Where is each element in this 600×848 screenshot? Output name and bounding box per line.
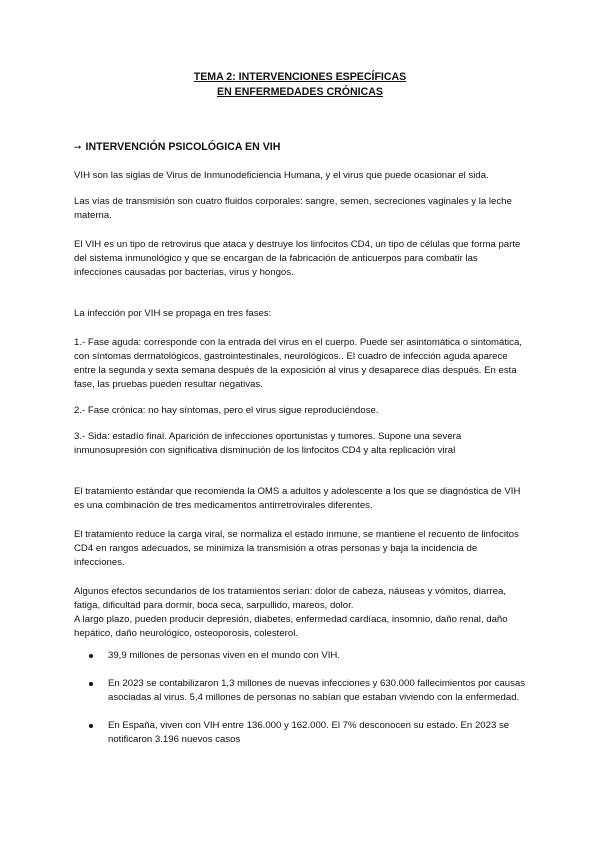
paragraph-transmission: Las vías de transmisión son cuatro fluidos corporales: sangre, semen, secreciones vaginales y la leche materna. (74, 196, 512, 221)
title-line-1: TEMA 2: INTERVENCIONES ESPECÍFICAS (193, 71, 407, 83)
side-effects-short-term: Algunos efectos secundarios de los tratamientos serían: dolor de cabeza, náuseas y vómitos, diarrea, fatiga, dificultad para dormir, boca seca, sarpullido, mareos, dolor. (74, 586, 506, 611)
paragraph-retrovirus: El VIH es un tipo de retrovirus que ataca y destruye los linfocitos CD4, un tipo de células que forma parte del sistema inmunológico y que se encargan de la fabricación de anticuerpos para combatir las infecciones causadas por bacterias, virus y hongos. (74, 239, 521, 278)
list-item-text: 39,9 millones de personas viven en el mundo con VIH. (108, 650, 340, 661)
arrow-icon: ➙ (74, 142, 82, 152)
bullet-icon (89, 654, 93, 658)
paragraph-phase-1: 1.- Fase aguda: corresponde con la entrada del virus en el cuerpo. Puede ser asintomática o sintomática, con síntomas dermatológicos, gastrointestinales, neurológicos.. El cuadro de infección aguda aparece entre la segunda y sexta semana después de la exposición al virus y desaparece días después. En esta fase, las pruebas pueden resultar negativas. (74, 337, 522, 390)
paragraph-treatment-effects: El tratamiento reduce la carga viral, se normaliza el estado inmune, se mantiene el recuento de linfocitos CD4 en rangos adecuados, se minimiza la transmisión a otras personas y baja la incidencia de infecciones. (74, 529, 519, 568)
list-item (74, 677, 526, 705)
list-item (74, 649, 526, 663)
paragraph-phases-intro: La infección por VIH se propaga en tres fases: (74, 308, 272, 319)
bullet-icon (89, 724, 93, 728)
statistics-list (74, 649, 526, 747)
bullet-icon (89, 682, 93, 686)
list-item-text: En España, viven con VIH entre 136.000 y 162.000. El 7% desconocen su estado. En 2023 se notificaron 3.196 nuevos casos (108, 720, 510, 745)
section-heading-text: INTERVENCIÓN PSICOLÓGICA EN VIH (85, 141, 281, 153)
paragraph-treatment: El tratamiento estándar que recomienda la OMS a adultos y adolescente a los que se diagnóstica de VIH es una combinación de tres medicamentos antirretrovirales diferentes. (74, 486, 521, 511)
title-line-2: EN ENFERMEDADES CRÓNICAS (217, 86, 383, 98)
list-item (74, 719, 526, 747)
paragraph-phase-2: 2.- Fase crónica: no hay síntomas, pero el virus sigue reproduciéndose. (74, 405, 379, 416)
section-heading (74, 140, 526, 154)
paragraph-phase-3: 3.- Sida: estadío final. Aparición de infecciones oportunistas y tumores. Supone una severa inmunosupresión con significativa disminución de los linfocitos CD4 y alta replicación viral (74, 431, 462, 456)
paragraph-definition: VIH son las siglas de Virus de Inmunodeficiencia Humana, y el virus que puede ocasionar el sida. (74, 170, 489, 181)
paragraph-side-effects (74, 585, 526, 641)
side-effects-long-term: A largo plazo, pueden producir depresión, diabetes, enfermedad cardíaca, insomnio, daño renal, daño hepático, daño neurológico, osteoporosis, colesterol. (74, 614, 508, 639)
document-title (74, 70, 526, 100)
list-item-text: En 2023 se contabilizaron 1,3 millones de nuevas infecciones y 630.000 fallecimientos por causas asociadas al virus. 5,4 millones de personas no sabían que estaban viviendo con la enfermedad. (108, 678, 526, 703)
